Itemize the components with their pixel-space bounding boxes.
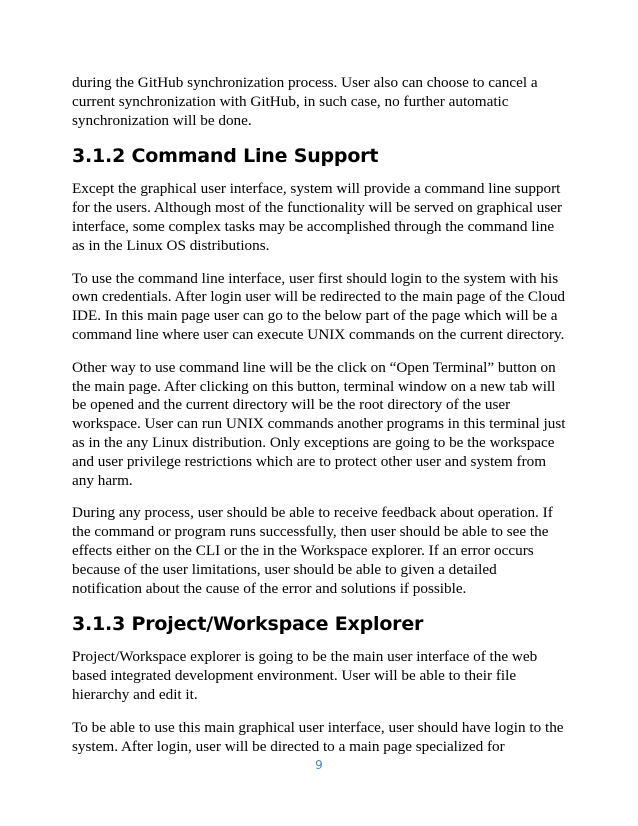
section-heading-command-line-support: 3.1.2 Command Line Support — [72, 145, 379, 168]
command-line-paragraph-3: Other way to use command line will be the click on “Open Terminal” button on the main page. After clicking on this button, terminal window on a new tab will be opened and the current directory will be the root directory of the user workspace. User can run UNIX commands another programs in this terminal just as in the any Linux distribution. Only exceptions are going to be the workspace and user privilege restrictions which are to protect other user and system from any harm. — [72, 358, 566, 489]
section-heading-project-workspace-explorer: 3.1.3 Project/Workspace Explorer — [72, 613, 424, 636]
command-line-paragraph-2: To use the command line interface, user first should login to the system with his own credentials. After login user will be redirected to the main page of the Cloud IDE. In this main page user can go to the below part of the page which will be a command line where user can execute UNIX commands on the current directory. — [72, 269, 566, 343]
explorer-paragraph-2: To be able to use this main graphical user interface, user should have login to the system. After login, user will be directed to a main page specialized for — [72, 718, 564, 755]
command-line-paragraph-4: During any process, user should be able to receive feedback about operation. If the command or program runs successfully, then user should be able to see the effects either on the CLI or the in the Workspace explorer. If an error occurs because of the user limitations, user should be able to given a detailed notification about the cause of the error and solutions if possible. — [72, 504, 553, 597]
intro-paragraph: during the GitHub synchronization process. User also can choose to cancel a current synchronization with GitHub, in such case, no further automatic synchronization will be done. — [72, 74, 538, 129]
command-line-paragraph-1: Except the graphical user interface, system will provide a command line support for the users. Although most of the functionality will be served on graphical user interface, some complex tasks may be accomplished through the command line as in the Linux OS distributions. — [72, 180, 563, 254]
page-number: 9 — [315, 758, 323, 772]
explorer-paragraph-1: Project/Workspace explorer is going to be the main user interface of the web based integrated development environment. User will be able to their file hierarchy and edit it. — [72, 648, 538, 703]
document-page — [72, 74, 567, 770]
